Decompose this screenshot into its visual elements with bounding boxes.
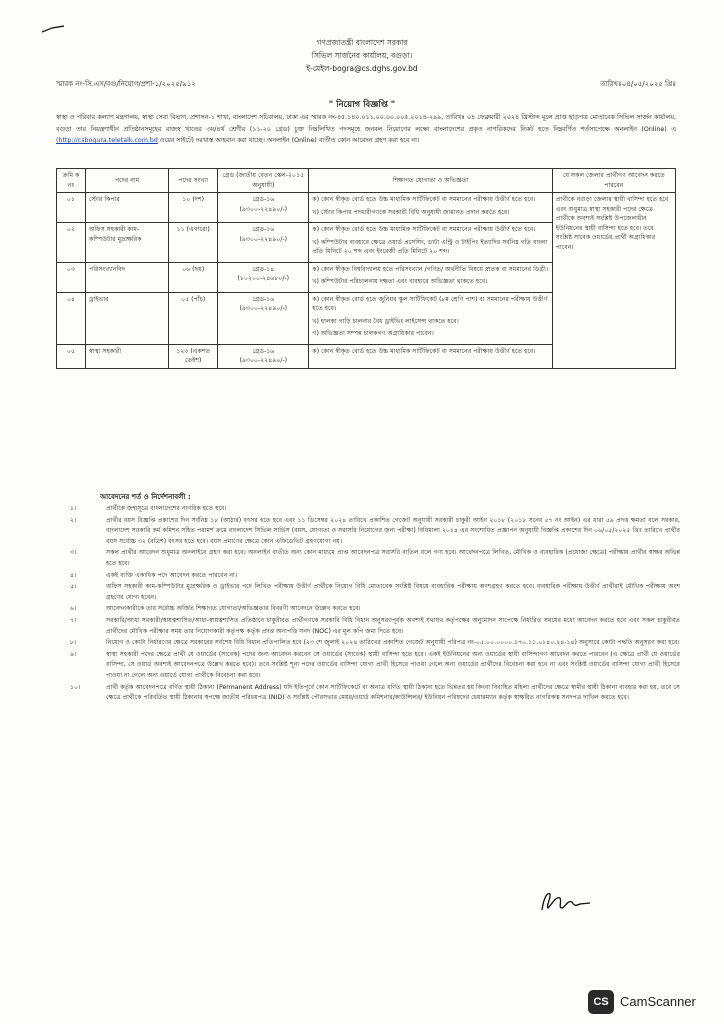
condition-item	[70, 504, 680, 515]
condition-text: সকল প্রার্থীর আবেদন শুধুমাত্র অনলাইনে গ্রহণ করা হবে। অনলাইন ব্যতীত অন্য কোন মাধ্যমে প্রাপ্ত আবেদনপত্র সরাসরি বাতিল বলে গণ্য হবে। আবেদনপত্রে লিখিত, মৌখিক ও ব্যবহারিক (প্রযোজ্য ক্ষেত্রে) পরীক্ষায় প্রার্থীর স্বাক্ষর অভিন্ন হতে হবে।	[106, 549, 680, 567]
header-grade: গ্রেড (জাতীয় বেতন স্কেল-২০১৫ অনুযায়ী)	[218, 169, 309, 193]
condition-number: ৩।	[70, 549, 77, 557]
condition-number: ৮।	[70, 639, 77, 647]
letterhead	[0, 36, 724, 75]
row-serial: ০৫	[57, 344, 86, 368]
condition-text: আবেদনকারীকে তার সর্বোচ্চ অর্জিত শিক্ষাগত যোগ্যতা/অভিজ্ঞতার বিবরণী আবেদনে উল্লেখ করতে হবে।	[106, 605, 361, 613]
row-grade	[218, 223, 309, 263]
condition-number: ৬।	[70, 605, 77, 613]
posts-table	[56, 168, 676, 369]
government-title: গণপ্রজাতন্ত্রী বাংলাদেশ সরকার	[316, 38, 408, 47]
row-post-name: ড্রাইভার	[86, 292, 169, 344]
header-eligible-districts: যে সকল জেলার প্রার্থীগণ আবেদন করতে পারবেন	[552, 169, 675, 193]
intro-paragraph	[56, 112, 676, 147]
condition-item	[70, 683, 680, 704]
condition-number: ২।	[70, 516, 77, 524]
row-qualification	[309, 262, 552, 292]
grade-label: গ্রেড-১৬	[252, 226, 275, 233]
header-qualification: শিক্ষাগত যোগ্যতা ও অভিজ্ঞতা	[309, 169, 552, 193]
table-body	[57, 193, 676, 369]
pay-scale: (৯৩০০-২২৪৯০/-)	[239, 235, 288, 243]
condition-number: ৭।	[70, 616, 77, 624]
condition-number: ৯।	[70, 650, 77, 658]
row-post-name: পরিসংখ্যানবিদ	[86, 262, 169, 292]
row-serial: ০৪	[57, 292, 86, 344]
condition-item	[70, 650, 680, 682]
row-post-count: ১১ (এগারো)	[169, 223, 218, 263]
table-row	[57, 193, 676, 223]
signature-icon	[536, 886, 596, 916]
condition-text: প্রার্থীকে জন্মসূত্রে বাংলাদেশের নাগরিক হতে হবে।	[106, 505, 227, 512]
condition-item	[70, 516, 680, 548]
condition-number: ১০।	[70, 683, 81, 691]
qualification-item: খ) কম্পিউটার ব্যবহারে ক্ষেত্রে ওয়ার্ড প্রসেসিং, ডাটা এন্ট্রি ও টাইপিং ইত্যাদির সর্বনিম্ন গতি বাংলা প্রতি মিনিটে ২০ শব্দ এবং ইংরেজী প্রতি মিনিটে ২০ শব্দ।	[312, 238, 548, 255]
condition-item	[70, 638, 680, 649]
row-post-name: স্টোর কিপার	[86, 193, 169, 223]
condition-number: ১।	[70, 505, 77, 512]
condition-text: অফিস সহকারী কাম-কম্পিউটার মুদ্রাক্ষরিক ও ড্রাইভার পদে লিখিত পরীক্ষায় উত্তীর্ণ প্রার্থীকে নিয়োগ বিধি মোতাবেক সংশ্লিষ্ট বিষয়ে ব্যবহারিক পরীক্ষায় অংশগ্রহণ করতে হবে। ব্যবহারিক পরীক্ষায় উত্তীর্ণ প্রার্থীরাই মৌখিক পরীক্ষায় অংশ গ্রহণের যোগ্য হবেন।	[106, 583, 680, 601]
memo-row	[56, 78, 676, 90]
condition-item	[70, 582, 680, 603]
grade-label: গ্রেড-১৬	[252, 347, 275, 355]
row-serial: ০২	[57, 223, 86, 263]
row-qualification	[309, 223, 552, 263]
condition-item	[70, 616, 680, 637]
header-post-count: পদের সংখ্যা	[169, 169, 218, 193]
website-link[interactable]: (http://csbogura.teletalk.com.bd	[56, 137, 158, 144]
header-post-name: পদের নাম	[86, 169, 169, 193]
memo-number: স্মারক নং-সি.এস/বগু/নিয়োগ/প্রশা-১/২০২৫/৯১২	[56, 80, 196, 88]
grade-label: গ্রেড-১৪	[252, 265, 275, 273]
conditions-list	[70, 504, 680, 705]
row-qualification	[309, 344, 552, 368]
pay-scale: (৯৩০০-২২৪৯০/-)	[239, 305, 288, 312]
condition-item	[70, 548, 680, 569]
qualification-item: ক) কোন স্বীকৃত বোর্ড হতে জুনিয়র স্কুল সার্টিফিকেট (৮ম শ্রেণি পাশ) বা সমমানের পরীক্ষায় উত্তীর্ণ হতে হবে।	[312, 295, 548, 312]
condition-number: ৫।	[70, 583, 77, 591]
qualification-item: ক) কোন স্বীকৃত বোর্ড হতে উচ্চ মাধ্যমিক সার্টিফিকেট বা সমমানের পরীক্ষায় উত্তীর্ণ হতে হবে।	[312, 196, 536, 203]
intro-text-end: ওয়েব সাইটে) দরখাস্ত আহবান করা যাচ্ছে। অনলাইন (Online) ব্যতীত কোন আবেদন গ্রহণ করা হবে না।	[157, 137, 420, 144]
condition-number: ৪।	[70, 571, 77, 579]
row-post-count: ০৬ (ছয়)	[169, 262, 218, 292]
condition-text: স্বাস্থ্য সহকারী পদের ক্ষেত্রে প্রার্থী যে ওয়ার্ডের (সাবেক) পদের জন্য আবেদন করবেন সে ওয়ার্ডের (সাবেক) স্থায়ী বাসিন্দা হতে হবে। একই ইউনিয়নের অন্য ওয়ার্ডের স্থায়ী বাসিন্দাগণ আবেদন করতে পারবেন (এ ক্ষেত্রে প্রার্থী যে ওয়ার্ডের বাসিন্দা, সে ওয়ার্ড অবশ্যই আবেদনপত্রে উল্লেখ করতে হবে)। তবে সংশ্লিষ্ট শূন্য পদের ওয়ার্ডের বাসিন্দা যোগ্য প্রার্থী হিসেবে পাওয়া গেলে অন্য ওয়ার্ডের প্রার্থীদের বিবেচনা করা হবে না এবং সংশ্লিষ্ট ওয়ার্ডের বাসিন্দা যোগ্য প্রার্থী হিসেবে পাওয়া না গেলে অন্য ওয়ার্ডে যোগ্য প্রার্থীকে বিবেচনা করা হবে।	[106, 650, 680, 679]
header-serial: ক্রমি ক নং	[57, 169, 86, 193]
row-post-count: ১০ (দশ)	[169, 193, 218, 223]
row-qualification	[309, 193, 552, 223]
condition-item	[70, 571, 680, 582]
qualification-item: গ) অভিজ্ঞতা সম্পন্ন চালকগণ অগ্রাধিকার পাবেন।	[312, 330, 434, 337]
notice-title: " নিয়োগ বিজ্ঞপ্তি "	[328, 100, 396, 110]
pay-scale: (৯৩০০-২২৪৯০/-)	[239, 357, 288, 364]
memo-date: তারিখঃ০৪/০৫/২০২৫ খ্রিঃ	[600, 80, 676, 88]
grade-label: গ্রেড-১৬	[252, 196, 275, 203]
office-email: ই-মেইল-bogra@cs.dghs.gov.bd	[306, 64, 418, 73]
row-grade	[218, 344, 309, 368]
row-serial: ০১	[57, 193, 86, 223]
row-grade	[218, 262, 309, 292]
qualification-item: খ) স্টোর কিপার পদধারীগণকে সরকারী বিধি অনুযায়ী জামানত প্রদান করতে হবে।	[312, 208, 510, 216]
condition-text: সরকারি/আধা সরকারী/স্বায়ত্বশাসিত/আধা-স্বায়ত্বশাসিত প্রতিষ্ঠানে চাকুরীরত প্রার্থীগণকে সরকারি বিধি বিধান অনুসরণপূর্বক অবশ্যই যথাযথ কর্তৃপক্ষের অনুমোদন সাপেক্ষে নির্ধারিত সময়ের মধ্যে আবেদন করতে হবে এবং সকল চাকুরীরত প্রার্থীদের মৌখিক পরীক্ষার সময় তার নিয়োগকারী কর্তৃপক্ষ কর্তৃক প্রদত্ত অনাপত্তি সনদ (NOC) এর মূল কপি জমা দিতে হবে।	[106, 616, 680, 635]
row-grade	[218, 193, 309, 223]
camscanner-logo-icon: CS	[588, 990, 614, 1014]
eligibility-note: প্রার্থীকে বগুড়া জেলার স্থায়ী বাসিন্দা হতে হবে এবং শুধুমাত্র স্বাস্থ্য সহকারী পদের ক্ষেত্রে প্রার্থীকে অবশ্যই সংশ্লিষ্ট উপজেলাধীন ইউনিয়নের স্থায়ী বাসিন্দা হতে হবে। তবে সংশ্লিষ্ট সাবেক ওয়ার্ডের প্রার্থী অগ্রাধিকার পাবেন।	[552, 193, 675, 369]
qualification-item: ক) কোন স্বীকৃত বোর্ড হতে উচ্চ মাধ্যমিক সার্টিফিকেট বা সমমানের পরীক্ষায় উত্তীর্ণ হতে হবে।	[312, 226, 536, 233]
condition-text: একই ব্যক্তি একাধিক পদে আবেদন করতে পারবেন না।	[106, 571, 238, 579]
intro-text: স্বাস্থ্য ও পরিবার কল্যাণ মন্ত্রণালয়, স্বাস্থ্য সেবা বিভাগ, প্রশাসন-১ শাখা, বাংলাদেশ সচিবালয়, ঢাকা এর স্মারক নং-৪৫.১৪০.০১১.০০.০০.০০৫.২০১৪-২৯৯, তারিখঃ ০৪ ফেব্রুয়ারী ২০২৪ খ্রিস্টাব্দ মূলে প্রাপ্ত ছাড়পত্র মোতাবেক সিভিল সার্জন কার্যালয়, বগুড়া তার নিয়ন্ত্রণাধীন প্রতিষ্ঠানসমূহের রাজস্ব খাতের ৩য়/৪র্থ শ্রেণীর (১১-২০ গ্রেড) চুক্ত নিম্নলিখিত পদসমূহে জনবল নিয়োগের লক্ষ্যে বাংলাদেশের প্রকৃত নাগরিকদের নিকট হতে নিম্নবর্ণিত শর্তসাপেক্ষে অনলাইন (Online) এ	[56, 114, 676, 133]
condition-text: প্রার্থী কর্তৃক আবেদনপত্রে বর্ণিত স্থায়ী ঠিকানা (Permanent Address) যদি ইতিপূর্বে কোন সার্টিফিকেটে বা অন্যত্র বর্ণিত স্থায়ী ঠিকানা হতে ভিন্নতর হয় কিংবা বিবাহিত মহিলা প্রার্থীদের ক্ষেত্রে স্বামীর স্থায়ী ঠিকানা ব্যবহার করা হয়, তবে সে ক্ষেত্রে প্রার্থীকে পরিবর্তিত স্থায়ী ঠিকানার স্বপক্ষে জাতীয় পরিচয়পত্র (NID) ও সংশ্লিষ্ট পৌরসভার মেয়র/ওয়ার্ড কমিশনার/কাউন্সিলর/ ইউনিয়ন পরিষদের চেয়ারম্যান কর্তৃক স্বাক্ষরিত নাগরিকত্ব সনদপত্র দাখিল করতে হবে।	[106, 683, 680, 702]
conditions-title: আবেদনের শর্ত ও নির্দেশনাবলী :	[100, 493, 191, 501]
pen-mark-icon	[40, 22, 68, 36]
pay-scale: (১০২০০-২৪৬৮০/-)	[237, 275, 290, 282]
condition-text: প্রার্থীর বয়স বিজ্ঞপ্তি প্রকাশের দিন সর্বনিম্ন ১৮ (আঠার) বৎসর হতে হবে এবং ১১ ডিসেম্বর ২০২৪ তারিখে প্রকাশিত গেজেট অনুযায়ী সরকারী চাকুরী আইন ২০১৮ (২০১৮ সনের ৫৭ নং আইন) এর ধারা ৫৯ প্রদত্ত ক্ষমতা বলে সরকার, বাংলাদেশ সরকারি কর্ম কমিশন সহিত পরামর্শ ক্রমে বাংলাদেশ সিভিল সার্ভিস (বয়স, যোগ্যতা ও সরাসরি নিয়োগের জন্য পরীক্ষা) বিধিমালা ২০১৪ এর সংশোধিত প্রজ্ঞাপন অনুযায়ী বিজ্ঞপ্তি প্রকাশের দিন ০৬/০৫/২০২৫ খ্রিঃ তারিখে প্রার্থীর বয়স সর্বোচ্চ ৩২ (বত্রিশ) বৎসর হতে হবে। বয়স প্রমাণের ক্ষেত্রে কোন এফিডেভিট গ্রহণযোগ্য নয়।	[106, 516, 680, 545]
row-post-count: ০৫ (পাঁচ)	[169, 292, 218, 344]
row-serial: ০৩	[57, 262, 86, 292]
camscanner-watermark: CamScanner	[620, 994, 696, 1009]
row-post-name: অফিস সহকারী কাম-কম্পিউটার মুদ্রাক্ষরিক	[86, 223, 169, 263]
row-qualification	[309, 292, 552, 344]
row-post-count: ১২৩ (একশত তেইশ)	[169, 344, 218, 368]
office-name: সিভিল সার্জনের কার্যালয়, বগুড়া।	[311, 51, 413, 60]
row-grade	[218, 292, 309, 344]
condition-text: নিয়োগ ও কোটা নির্ধারণের ক্ষেত্রে সরকারের সর্বশেষ বিধি বিধান প্রতিপালিত হবে (২৩ শে জুলাই ২০২৪ তারিখের প্রকাশিত গেজেট অনুযায়ী পরিপত্র নং-০৫.০০.০০০০.১৭০.১১.০১৪০.২৪-১৪) অনুসারে কোটা পদ্ধতি অনুসরণ করা হবে।	[106, 639, 680, 647]
qualification-item: ক) কোন স্বীকৃত বোর্ড হতে উচ্চ মাধ্যমিক সার্টিফিকেট বা সমমানের পরীক্ষায় উত্তীর্ণ হতে হবে।	[312, 347, 536, 355]
qualification-item: খ) কম্পিউটার পরিচালনায় দক্ষতা এবং ব্যবহারে অভিজ্ঞতা থাকতে হবে।	[312, 278, 488, 285]
condition-item	[70, 604, 680, 615]
table-header-row	[57, 169, 676, 193]
grade-label: গ্রেড-১৬	[252, 295, 275, 303]
pay-scale: (৯৩০০-২২৪৯০/-)	[239, 205, 288, 213]
row-post-name: স্বাস্থ্য সহকারী	[86, 344, 169, 368]
qualification-item: খ) হালকা গাড়ি চালনার বৈধ ড্রাইভিং লাইসেন্স থাকতে হবে।	[312, 317, 459, 325]
qualification-item: ক) কোন স্বীকৃত বিশ্ববিদ্যালয় হতে পরিসংখ্যান /গণিত/ অর্থনীতি বিষয়ে স্নাতক বা সমমানের ডিগ্রী।	[312, 265, 549, 273]
